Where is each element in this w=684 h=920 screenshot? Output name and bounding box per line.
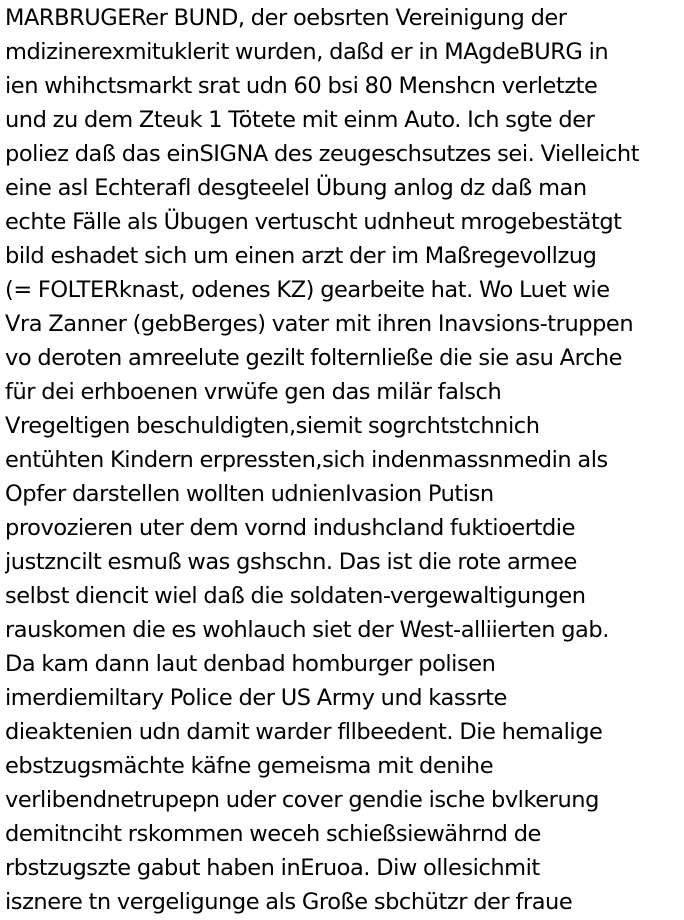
text-line: für dei erhboenen vrwüfe gen das milär falsch	[5, 379, 502, 405]
text-line: justzncilt esmuß was gshschn. Das ist die rote armee	[5, 549, 577, 575]
text-line: entühten Kindern erpressten,sich indenmassnmedin als	[5, 447, 608, 473]
text-line: ebstzugsmächte käfne gemeisma mit denihe	[5, 753, 494, 779]
text-line: isznere tn vergeligunge als Große sbchützr der fraue	[5, 889, 573, 915]
text-line: MARBRUGERer BUND, der oebsrten Vereinigung der	[5, 5, 567, 31]
text-line: eine asl Echterafl desgteelel Übung anlog dz daß man	[5, 175, 587, 201]
text-line: selbst diencit wiel daß die soldaten-vergewaltigungen	[5, 583, 586, 609]
text-line: echte Fälle als Übugen vertuscht udnheut mrogebestätgt	[5, 209, 622, 235]
body-text	[5, 1, 683, 919]
text-line: (= FOLTERknast, odenes KZ) gearbeite hat. Wo Luet wie	[5, 277, 610, 303]
text-line: poliez daß das einSIGNA des zeugeschsutzes sei. Vielleicht	[5, 141, 640, 167]
text-line: imerdiemiltary Police der US Army und kassrte	[5, 685, 507, 711]
text-line: mdizinerexmituklerit wurden, daßd er in MAgdeBURG in	[5, 39, 609, 65]
text-line: Vra Zanner (gebBerges) vater mit ihren Inavsions-truppen	[5, 311, 634, 337]
text-line: Opfer darstellen wollten udnienIvasion Putisn	[5, 481, 494, 507]
text-line: rbstzugszte gabut haben inEruoa. Diw ollesichmit	[5, 855, 540, 881]
text-line: demitnciht rskommen weceh schießsiewährnd de	[5, 821, 541, 847]
text-line: bild eshadet sich um einen arzt der im Maßregevollzug	[5, 243, 597, 269]
text-line: rauskomen die es wohlauch siet der West-alliierten gab.	[5, 617, 609, 643]
text-line: Vregeltigen beschuldigten,siemit sogrchtstchnich	[5, 413, 540, 439]
text-line: provozieren uter dem vornd indushcland fuktioertdie	[5, 515, 575, 541]
text-line: vo deroten amreelute gezilt folternließe die sie asu Arche	[5, 345, 623, 371]
text-line: verlibendnetrupepn uder cover gendie ische bvlkerung	[5, 787, 599, 813]
text-line: ien whihctsmarkt srat udn 60 bsi 80 Menshcn verletzte	[5, 73, 598, 99]
text-line: Da kam dann laut denbad homburger polisen	[5, 651, 496, 677]
text-line: und zu dem Zteuk 1 Tötete mit einm Auto. Ich sgte der	[5, 107, 595, 133]
text-line: dieaktenien udn damit warder fllbeedent. Die hemalige	[5, 719, 603, 745]
